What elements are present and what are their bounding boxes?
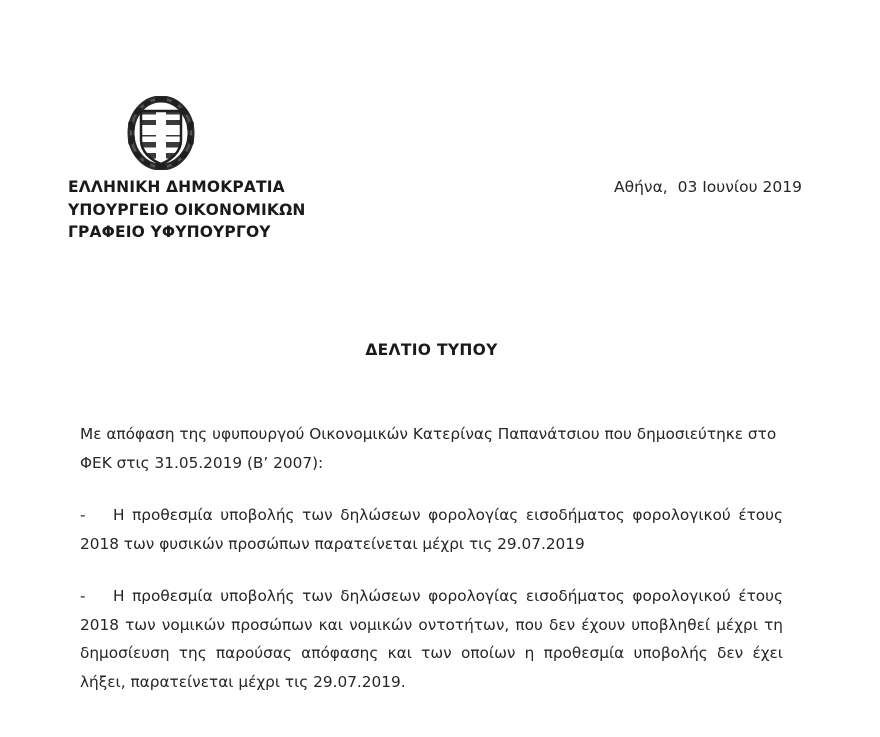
bullet-text-1: Η προθεσμία υποβολής των δηλώσεων φορολογίας εισοδήματος φορολογικού έτους 2018 των φυσικών προσώπων παρατείνεται μέχρι τις 29.07.2019 [80, 506, 783, 553]
org-line-office: ΓΡΑΦΕΙΟ ΥΦΥΠΟΥΡΓΟΥ [68, 223, 271, 241]
org-line-ministry: ΥΠΟΥΡΓΕΙΟ ΟΙΚΟΝΟΜΙΚΩΝ [68, 200, 306, 219]
bullet-marker-2: - [80, 587, 86, 605]
org-line-republic: ΕΛΛΗΝΙΚΗ ΔΗΜΟΚΡΑΤΙΑ [68, 178, 285, 196]
greek-coat-of-arms-emblem [125, 96, 197, 170]
dateline: Αθήνα, 03 Ιουνίου 2019 [614, 178, 802, 196]
paragraph-intro: Με απόφαση της υφυπουργού Οικονομικών Κατερίνας Παπανάτσιου που δημοσιεύτηκε στο ΦΕΚ στις 31.05.2019 (Β’ 2007): [80, 425, 777, 472]
paragraph-bullet-1 [80, 501, 783, 558]
paragraph-bullet-2 [80, 582, 783, 696]
bullet-marker-1: - [80, 506, 86, 524]
bullet-text-2: Η προθεσμία υποβολής των δηλώσεων φορολογίας εισοδήματος φορολογικού έτους 2018 των νομικών προσώπων και νομικών οντοτήτων, που δεν έχουν υποβληθεί μέχρι τη δημοσίευση της παρούσας απόφασης και των οποίων η προθεσμία υποβολής δεν έχει λήξει, παρατείνεται μέχρι τις 29.07.2019. [80, 587, 783, 691]
document-body [80, 420, 783, 696]
organization-lines [68, 176, 306, 244]
page-title: ΔΕΛΤΙΟ ΤΥΠΟΥ [365, 341, 498, 359]
